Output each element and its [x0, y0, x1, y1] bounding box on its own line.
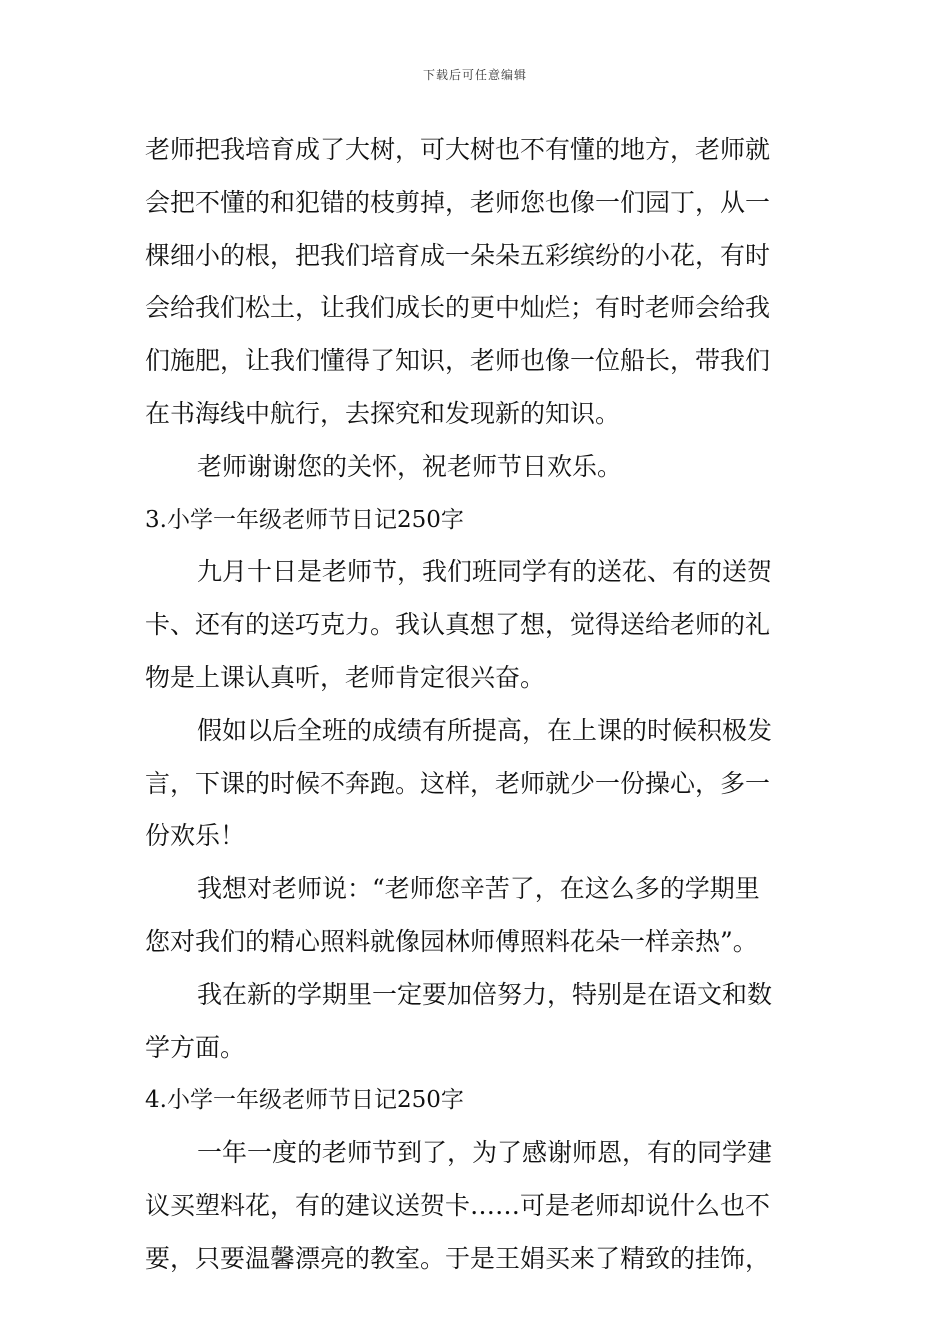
text-line: 九月十日是老师节，我们班同学有的送花、有的送贺: [197, 557, 773, 587]
text-line: 们施肥，让我们懂得了知识，老师也像一位船长，带我们: [145, 346, 771, 376]
text-line: 一年一度的老师节到了，为了感谢师恩，有的同学建: [197, 1138, 773, 1168]
text-line: 议买塑料花，有的建议送贺卡……可是老师却说什么也不: [145, 1190, 771, 1220]
text-line: 会给我们松土，让我们成长的更中灿烂；有时老师会给我: [145, 293, 771, 323]
text-line: 言，下课的时候不奔跑。这样，老师就少一份操心，多一: [145, 768, 771, 798]
text-line: 老师谢谢您的关怀，祝老师节日欢乐。: [197, 451, 623, 481]
text-line: 在书海线中航行，去探究和发现新的知识。: [145, 398, 621, 428]
page-header-note: 下载后可任意编辑: [422, 68, 527, 82]
text-line: 我在新的学期里一定要加倍努力，特别是在语文和数: [197, 979, 773, 1009]
text-line: 老师把我培育成了大树，可大树也不有懂的地方，老师就: [145, 135, 771, 164]
text-line: 卡、还有的送巧克力。我认真想了想，觉得送给老师的礼: [145, 610, 771, 640]
text-line: 份欢乐！: [145, 821, 246, 851]
text-line: 学方面。: [145, 1032, 246, 1062]
section-heading: 4.小学一年级老师节日记250字: [145, 1087, 464, 1114]
text-line: 假如以后全班的成绩有所提高，在上课的时候积极发: [197, 715, 773, 745]
text-line: 要，只要温馨漂亮的教室。于是王娟买来了精致的挂饰，: [145, 1243, 771, 1273]
text-line: 我想对老师说：“老师您辛苦了，在这么多的学期里: [197, 874, 760, 904]
section-heading: 3.小学一年级老师节日记250字: [145, 506, 464, 533]
text-line: 会把不懂的和犯错的枝剪掉，老师您也像一们园丁，从一: [145, 187, 771, 217]
text-line: 您对我们的精心照料就像园林师傅照料花朵一样亲热”。: [145, 926, 758, 956]
text-line: 物是上课认真听，老师肯定很兴奋。: [145, 662, 546, 692]
document-body: [145, 128, 807, 1290]
text-line: 棵细小的根，把我们培育成一朵朵五彩缤纷的小花，有时: [145, 240, 771, 270]
